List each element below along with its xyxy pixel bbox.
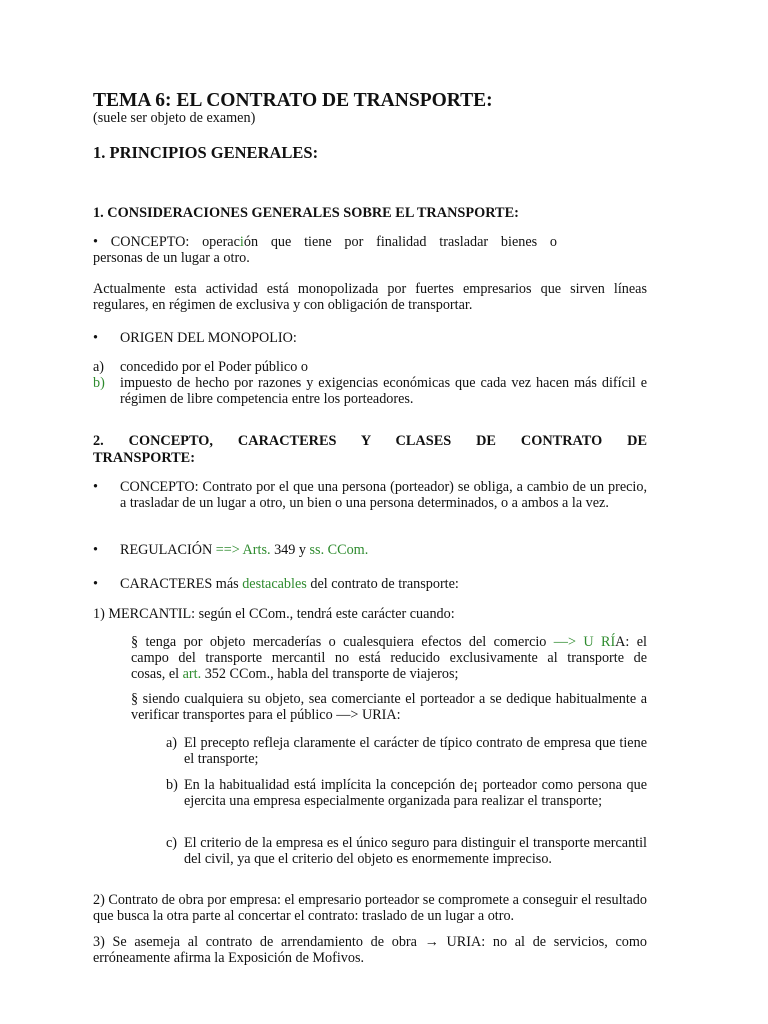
list-marker-b: b) [93,375,105,391]
list-marker-a: a) [93,359,105,375]
sec1-green-arrow: —> U R [553,634,611,650]
sec1-text-a2: A [615,634,626,650]
criterio-item-c-text: El criterio de la empresa es el único seguro para distinguir el transporte mercantil del civil, ya que el criterio del objeto es enormemente impreciso. [184,835,647,867]
bullet-marker: • [93,330,98,346]
criterio-item-c [166,835,647,867]
sec1-line-3 [131,666,647,682]
bullet-marker: • [93,576,98,592]
origen-item-a [93,359,647,375]
concepto-text-green: i [239,234,244,250]
sec1-art-link: art. [182,666,202,682]
origen-item-a-text: concedido por el Poder público o [120,359,308,375]
criterio-item-b-text: En la habitualidad está implícita la concepción de¡ porteador como persona que ejercita una empresa especialmente organizada para realizar el transporte; [184,777,647,809]
list-marker-a: a) [166,735,178,751]
page-subtitle: (suele ser objeto de examen) [93,110,256,126]
section-heading-principios: 1. PRINCIPIOS GENERALES: [93,143,319,162]
concepto-paragraph [93,234,557,266]
criterio-item-a-text: El precepto refleja claramente el carácter de típico contrato de empresa que tiene el transporte; [184,735,647,767]
criterio-item-b [166,777,647,809]
sec1-text-b: : el [625,634,647,650]
origen-text: ORIGEN DEL MONOPOLIO: [120,330,297,346]
arrendamiento-paragraph: 3) Se asemeja al contrato de arrendamiento de obra → URIA: no al de servicios, como erróneamente afirma la Exposición de Mofivos. [93,934,647,966]
section-mark-paragraph-1 [131,634,647,682]
regulacion-ss-link: ss. CCom. [309,542,369,558]
mercantil-heading: 1) MERCANTIL: según el CCom., tendrá este carácter cuando: [93,606,455,622]
caracteres-pre: CARACTERES más [120,576,243,592]
bullet-marker: • [93,479,98,495]
origen-item-b [93,375,647,407]
sec1-line3-b: 352 CCom., habla del transporte de viajeros; [201,666,459,682]
caracteres-item [93,576,647,592]
concepto-line-1 [93,234,557,250]
sec1-text-a: § tenga por objeto mercaderías o cualesquiera efectos del comercio [131,634,554,650]
page-title: TEMA 6: EL CONTRATO DE TRANSPORTE: [93,90,493,111]
regulacion-mid: 349 y [270,542,310,558]
regulacion-label: REGULACIÓN [120,542,216,558]
concepto-contrato-text: CONCEPTO: Contrato por el que una persona (porteador) se obliga, a cambio de un precio, a trasladar de un lugar a otro, un bien o una persona determinados, o a ambos a la vez. [120,479,647,511]
regulacion-arrow-link: ==> Arts. [215,542,271,558]
concepto-text-a: CONCEPTO: operac [110,234,240,250]
concepto-line-2: personas de un lugar a otro. [93,250,250,266]
contrato-obra-paragraph: 2) Contrato de obra por empresa: el empresario porteador se compromete a conseguir el resultado que busca la otra parte al concertar el contrato: traslado de un lugar a otro. [93,892,647,924]
caracteres-post: del contrato de transporte: [306,576,459,592]
section-mark-paragraph-2: § siendo cualquiera su objeto, sea comerciante el porteador a se dedique habitualmente a verificar transportes para el público —> URIA: [131,691,647,723]
origen-item-b-text: impuesto de hecho por razones y exigencias económicas que cada vez hacen más difícil e régimen de libre competencia entre los porteadores. [120,375,647,407]
sec1-green-accent: Í [610,634,616,650]
monopolio-paragraph: Actualmente esta actividad está monopolizada por fuertes empresarios que sirven líneas regulares, en régimen de exclusiva y con obligación de transportar. [93,281,647,313]
concepto-contrato-item [93,479,647,511]
sec1-line-1 [131,634,647,650]
bullet-marker: • [93,542,98,558]
caracteres-text [120,576,647,592]
regulacion-item [93,542,647,558]
sec1-line-2: campo del transporte mercantil no está reducido exclusivamente al transporte de [131,650,647,666]
heading2-line-1: 2. CONCEPTO, CARACTERES Y CLASES DE CONTRATO DE [93,433,647,449]
section-heading-concepto-caracteres [93,433,647,467]
list-marker-c: c) [166,835,178,851]
heading2-line-2: TRANSPORTE: [93,450,195,466]
subsection-heading-consideraciones: 1. CONSIDERACIONES GENERALES SOBRE EL TRANSPORTE: [93,205,519,221]
concepto-text-b: ón que tiene por finalidad trasladar bienes o [243,234,558,250]
bullet-marker: • [93,234,98,250]
origen-bullet-item [93,330,647,346]
sec1-line3-a: cosas, el [131,666,183,682]
criterio-item-a [166,735,647,767]
list-marker-b: b) [166,777,178,793]
regulacion-text [120,542,647,558]
caracteres-green: destacables [242,576,307,592]
